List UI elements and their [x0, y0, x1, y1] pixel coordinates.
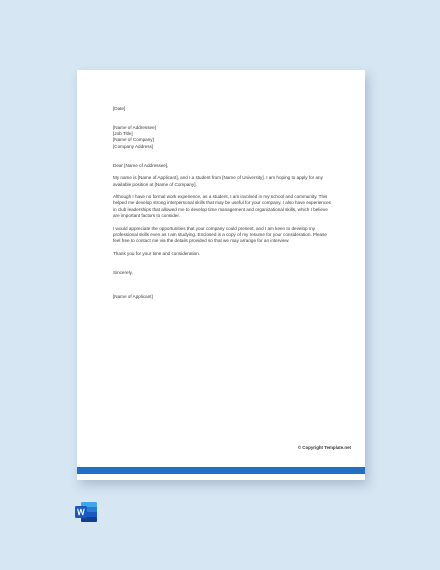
- footer-accent-bar: [77, 467, 365, 474]
- salutation: Dear [Name of Addressee],: [113, 162, 169, 168]
- word-icon-graphic: [74, 500, 98, 524]
- addressee-block: [113, 125, 335, 150]
- addressee-name: [Name of Addressee]: [113, 124, 156, 130]
- paragraph-thanks: Thank you for your time and consideration.: [113, 250, 201, 256]
- addressee-company: [Name of Company]: [113, 137, 154, 143]
- paragraph-introduction: My name is [Name of Applicant], and I a student from [Name of University]. I am hoping to apply for any available position at [Name of Company].: [113, 175, 323, 187]
- addressee-company-address: [Company Address]: [113, 143, 154, 149]
- closing: Sincerely,: [113, 269, 133, 275]
- date-line: [Date]: [113, 106, 126, 111]
- letter-body: [113, 106, 335, 300]
- word-icon: [74, 500, 98, 524]
- paragraph-experience: Although I have no formal work experience, as a student, I am involved in my school and community. This helped me develop strong interpersonal skills that may be useful for your company. I also have experiences in club leaderships that allowed me to develop time management and organizational skills, which I believe are important factors to consider.: [113, 194, 331, 219]
- addressee-job-title: [Job Title]: [113, 131, 133, 137]
- copyright-notice: © Copyright Template.net: [297, 445, 351, 450]
- signature-name: [Name of Applicant]: [113, 294, 153, 300]
- paragraph-request: I would appreciate the opportunities that your company could present, and I am keen to develop my professional skills even as I am studying. Enclosed is a copy of my resume for your consideration. Please feel free to contact me via the details provided so that we may arrange for an interview.: [113, 225, 327, 244]
- letter-document: [77, 70, 365, 480]
